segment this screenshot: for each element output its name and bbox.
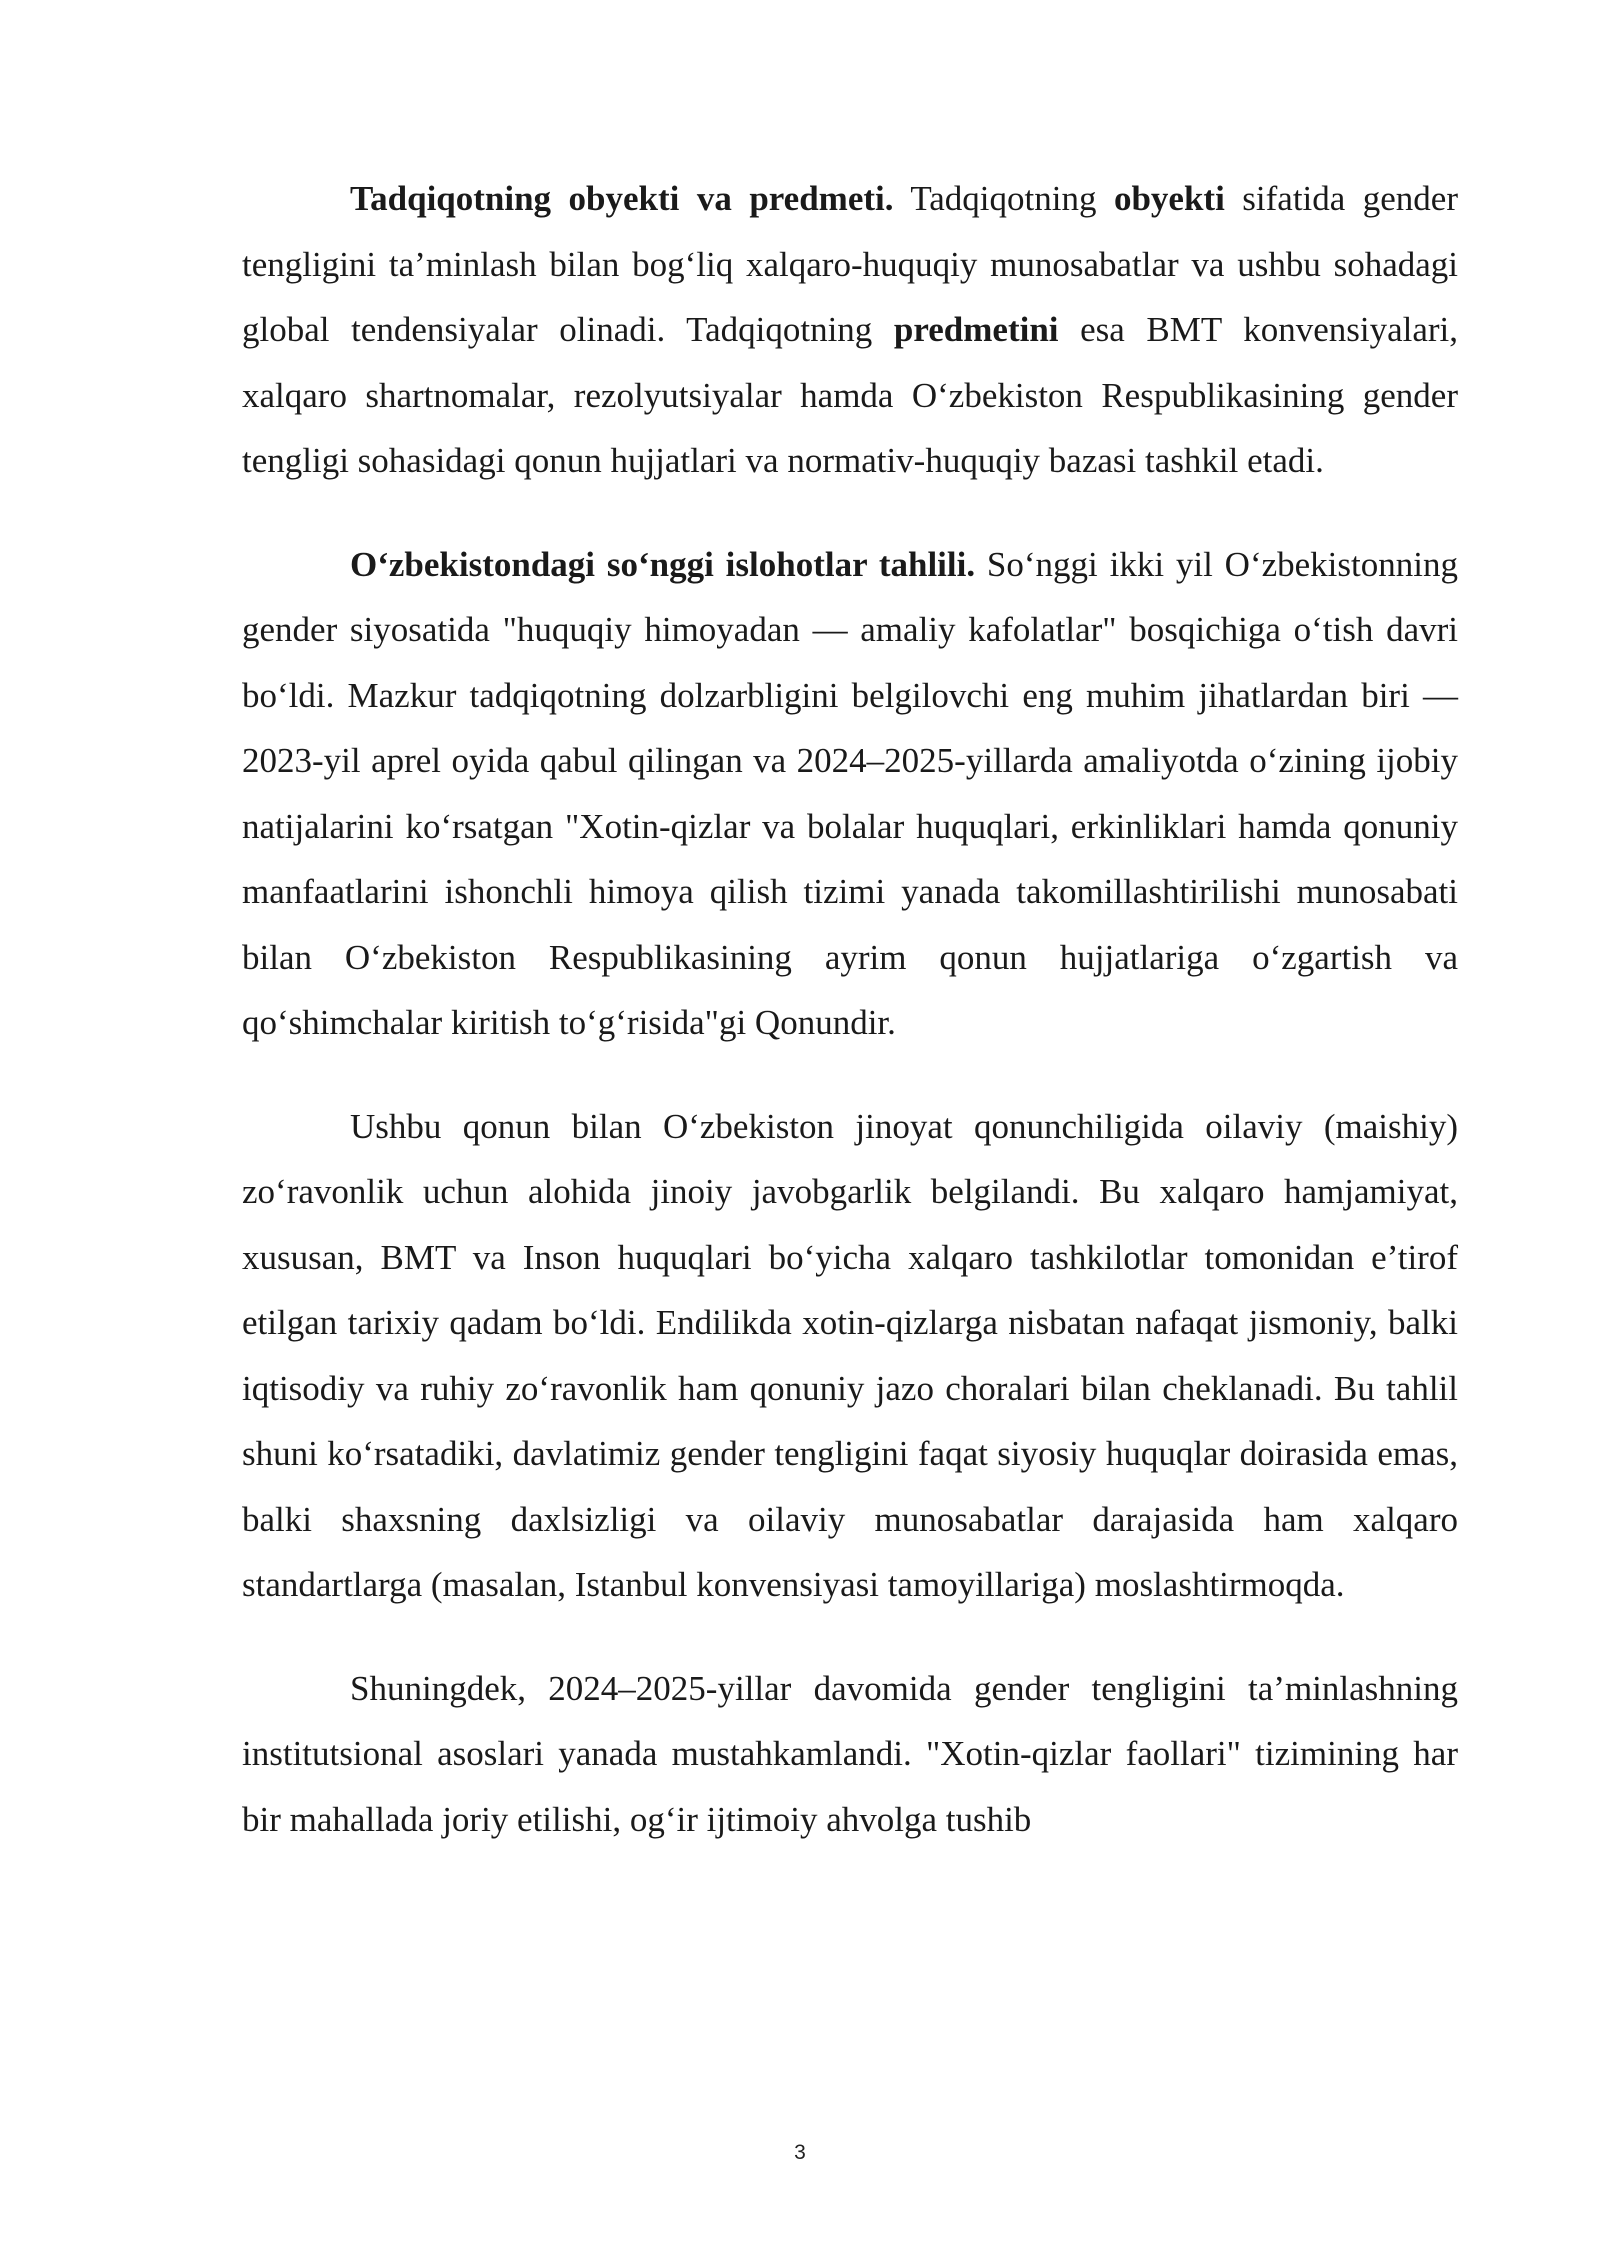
text-run: Tadqiqotning	[893, 179, 1114, 218]
page-number: 3	[794, 2141, 806, 2164]
text-run: So‘nggi ikki yil O‘zbekistonning gender siyosatida "huquqiy himoyadan — amaliy kafolatlar" bosqichiga o‘tish davri bo‘ldi. Mazkur tadqiqotning dolzarbligini belgilovchi eng muhim jihatlardan biri — 2023-yil aprel oyida qabul qilingan va 2024–2025-yillarda amaliyotda o‘zining ijobiy natijalarini ko‘rsatgan "Xotin-qizlar va bolalar huquqlari, erkinliklari hamda qonuniy manfaatlarini ishonchli himoya qilish tizimi yanada takomillashtirilishi munosabati bilan O‘zbekiston Respublikasining ayrim qonun hujjatlariga o‘zgartish va qo‘shimchalar kiritish to‘g‘risida"gi Qonundir.	[242, 544, 1458, 1042]
bold-term-predmetini: predmetini	[893, 310, 1059, 349]
heading-recent-reforms: O‘zbekistondagi so‘nggi islohotlar tahlili.	[350, 544, 976, 584]
text-run: Shuningdek, 2024–2025-yillar davomida gender tengligini ta’minlashning institutsional asoslari yanada mustahkamlandi. "Xotin-qizlar faollari" tizimining har bir mahallada joriy etilishi, og‘ir ijtimoiy ahvolga tushib	[242, 1668, 1458, 1839]
text-run: esa BMT konvensiyalari, xalqaro shartnomalar, rezolyutsiyalar hamda O‘zbekiston Respublikasining gender tengligi sohasidagi qonun hujjatlari va normativ-huquqiy bazasi tashkil etadi.	[242, 310, 1458, 480]
heading-object-and-subject: Tadqiqotning obyekti va predmeti.	[350, 179, 894, 218]
body-text	[242, 166, 1458, 1890]
paragraph-domestic-violence-law	[242, 1094, 1458, 1618]
bold-term-obyekti: obyekti	[1113, 179, 1225, 218]
paragraph-recent-reforms	[242, 532, 1458, 1056]
paragraph-institutional-basis	[242, 1656, 1458, 1853]
text-run: Ushbu qonun bilan O‘zbekiston jinoyat qonunchiligida oilaviy (maishiy) zo‘ravonlik uchun alohida jinoiy javobgarlik belgilandi. Bu xalqaro hamjamiyat, xususan, BMT va Inson huquqlari bo‘yicha xalqaro tashkilotlar tomonidan e’tirof etilgan tarixiy qadam bo‘ldi. Endilikda xotin-qizlarga nisbatan nafaqat jismoniy, balki iqtisodiy va ruhiy zo‘ravonlik ham qonuniy jazo choralari bilan cheklanadi. Bu tahlil shuni ko‘rsatadiki, davlatimiz gender tengligini faqat siyosiy huquqlar doirasida emas, balki shaxsning daxlsizligi va oilaviy munosabatlar darajasida ham xalqaro standartlarga (masalan, Istanbul konvensiyasi tamoyillariga) moslashtirmoqda.	[242, 1106, 1458, 1604]
paragraph-object-and-subject	[242, 166, 1458, 494]
text-run: sifatida gender tengligini ta’minlash bilan bog‘liq xalqaro-huquqiy munosabatlar va ushbu sohadagi global tendensiyalar olinadi. Tadqiqotning	[242, 179, 1458, 349]
